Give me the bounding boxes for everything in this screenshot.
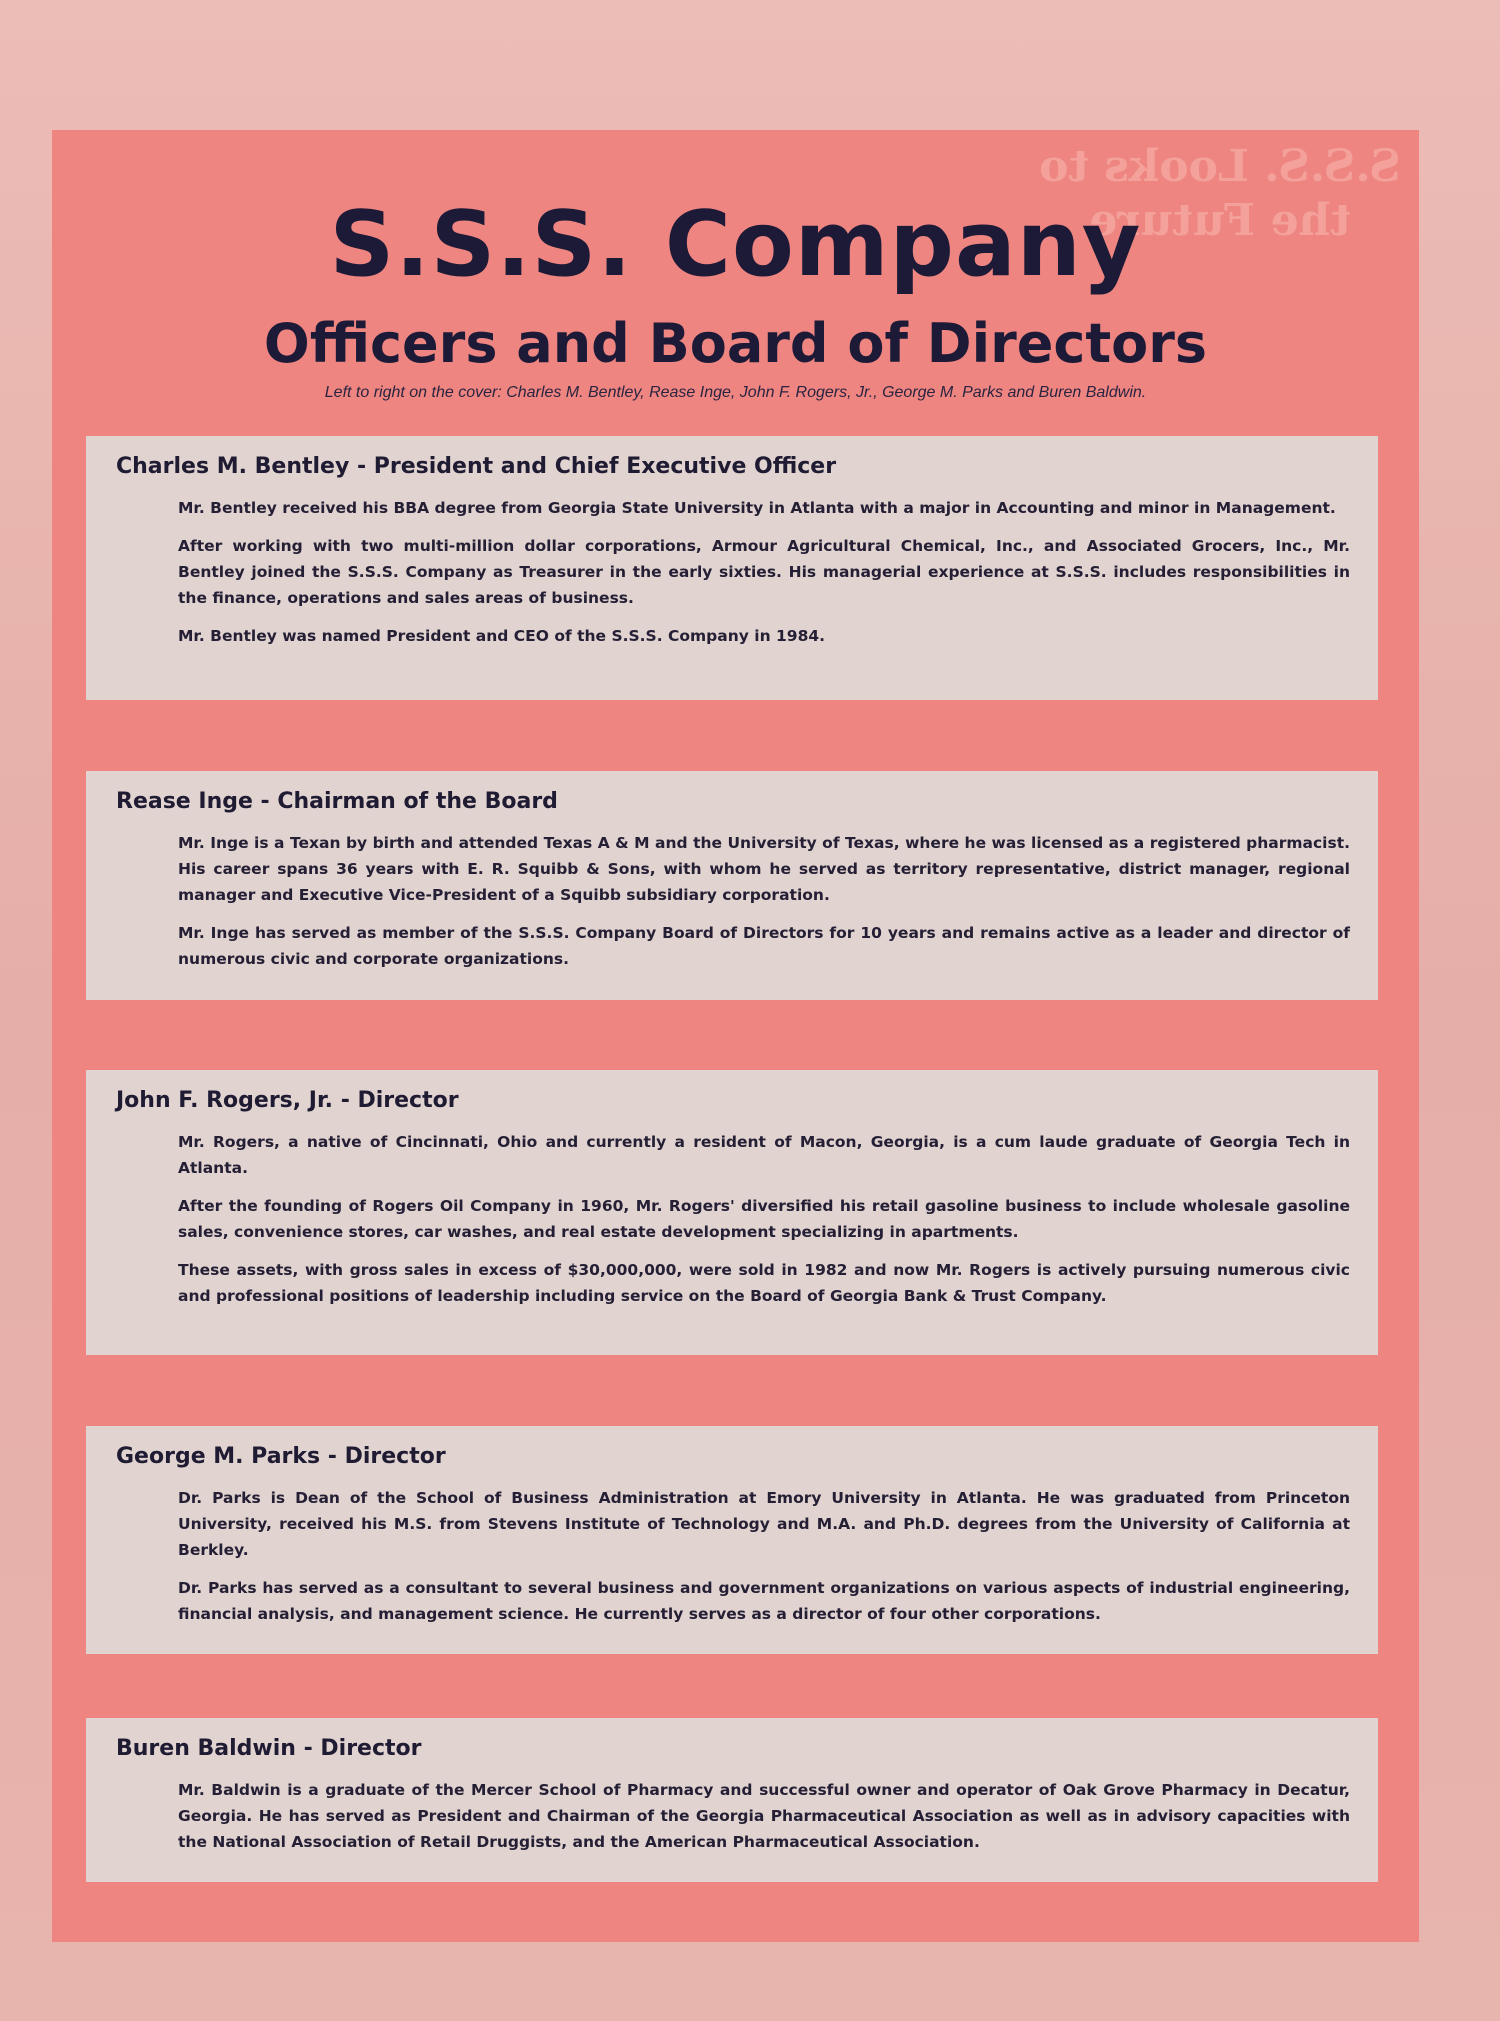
page-subtitle: Officers and Board of Directors [263, 312, 1208, 375]
bio-paragraph: Mr. Bentley received his BBA degree from Georgia State University in Atlanta with a major in Accounting and minor in Management. [178, 499, 1336, 517]
cover-caption: Left to right on the cover: Charles M. Bentley, Rease Inge, John F. Rogers, Jr., George M. Parks and Buren Baldwin. [324, 384, 1147, 401]
bio-paragraph: Dr. Parks has served as a consultant to several business and government organizations on various aspects of industrial engineering, financial analysis, and management science. He currently serves as a director of four other corporations. [178, 1579, 1350, 1623]
bio-paragraph: Mr. Rogers, a native of Cincinnati, Ohio and currently a resident of Macon, Georgia, is a cum laude graduate of Georgia Tech in Atlanta. [178, 1133, 1350, 1177]
bio-paragraph: Mr. Inge is a Texan by birth and attended Texas A & M and the University of Texas, where he was licensed as a registered pharmacist. His career spans 36 years with E. R. Squibb & Sons, with whom he served as territory representative, district manager, regional manager and Executive Vice-President of a Squibb subsidiary corporation. [178, 834, 1350, 904]
bio-card-baldwin [86, 1718, 1378, 1882]
bio-paragraph: Mr. Bentley was named President and CEO of the S.S.S. Company in 1984. [178, 627, 826, 645]
bio-heading: Charles M. Bentley - President and Chief Executive Officer [116, 454, 837, 479]
bio-paragraph: Mr. Baldwin is a graduate of the Mercer School of Pharmacy and successful owner and operator of Oak Grove Pharmacy in Decatur, Georgia. He has served as President and Chairman of the Georgia Pharmaceutical Association as well as in advisory capacities with the National Association of Retail Druggists, and the American Pharmaceutical Association. [178, 1781, 1350, 1851]
show-through-text: S.S.S. Looks to the Future [1039, 141, 1401, 246]
bio-paragraph: These assets, with gross sales in excess of $30,000,000, were sold in 1982 and now Mr. Rogers is actively pursuing numerous civic and professional positions of leadership including service on the Board of Georgia Bank & Trust Company. [178, 1261, 1350, 1305]
bio-heading: Rease Inge - Chairman of the Board [116, 789, 558, 814]
bio-paragraph: After the founding of Rogers Oil Company in 1960, Mr. Rogers' diversified his retail gasoline business to include wholesale gasoline sales, convenience stores, car washes, and real estate development specializing in apartments. [178, 1197, 1350, 1241]
bio-card-parks [86, 1426, 1378, 1654]
bio-heading: George M. Parks - Director [116, 1444, 446, 1469]
bio-heading: John F. Rogers, Jr. - Director [116, 1088, 459, 1113]
page-title: S.S.S. Company [329, 192, 1142, 297]
bio-heading: Buren Baldwin - Director [116, 1736, 422, 1761]
bio-paragraph: Dr. Parks is Dean of the School of Business Administration at Emory University in Atlanta. He was graduated from Princeton University, received his M.S. from Stevens Institute of Technology and M.A. and Ph.D. degrees from the University of California at Berkley. [178, 1489, 1350, 1559]
bio-card-inge [86, 771, 1378, 1000]
bio-card-rogers [86, 1070, 1378, 1355]
bio-paragraph: Mr. Inge has served as member of the S.S.S. Company Board of Directors for 10 years and remains active as a leader and director of numerous civic and corporate organizations. [178, 924, 1350, 968]
bio-paragraph: After working with two multi-million dollar corporations, Armour Agricultural Chemical, Inc., and Associated Grocers, Inc., Mr. Bentley joined the S.S.S. Company as Treasurer in the early sixties. His managerial experience at S.S.S. includes responsibilities in the finance, operations and sales areas of business. [178, 537, 1350, 607]
bio-card-bentley [86, 436, 1378, 700]
